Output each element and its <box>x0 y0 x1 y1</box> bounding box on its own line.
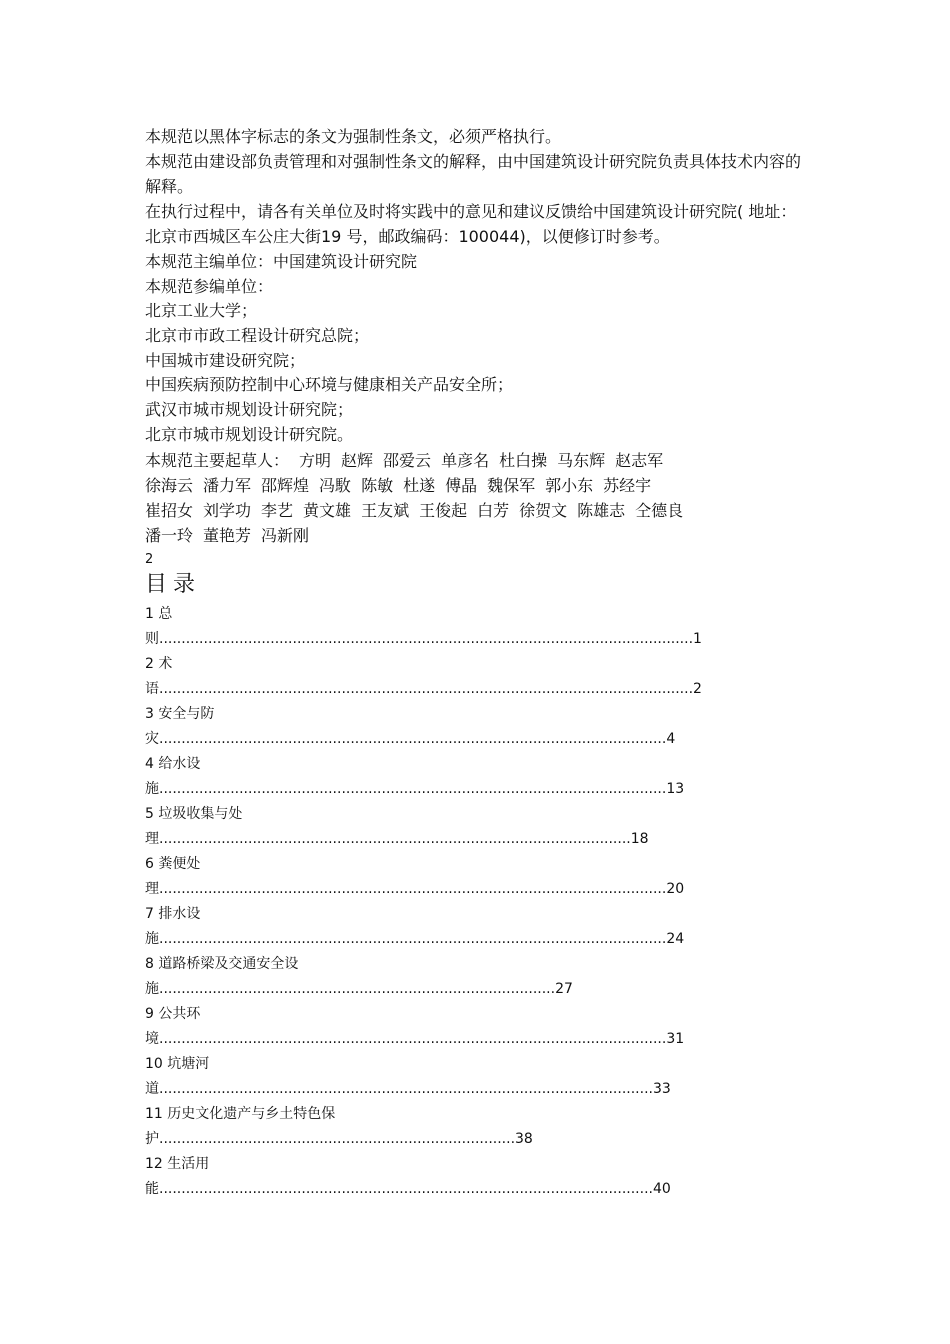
intro-paragraph: 在执行过程中，请各有关单位及时将实践中的意见和建议反馈给中国建筑设计研究院( 地址：北京市西城区车公庄大街19 号，邮政编码：100044)，以便修订时参考。 <box>145 202 797 246</box>
drafter-name: 方明 <box>299 450 332 470</box>
toc-dot-leader: ........................................................................................................................ <box>159 680 694 697</box>
drafter-name: 徐贺文 <box>519 500 568 520</box>
intro-paragraph: 本规范由建设部负责管理和对强制性条文的解释，由中国建筑设计研究院负责具体技术内容的解释。 <box>145 152 802 196</box>
toc-chapter-tail: 理 <box>145 830 159 847</box>
toc-chapter-tail: 道 <box>145 1080 159 1097</box>
toc-dot-leader: .................................................................................................................. <box>159 1030 667 1047</box>
drafter-name: 李艺 <box>261 500 294 520</box>
participant-units <box>145 299 810 448</box>
toc-page-number: 4 <box>666 730 676 747</box>
toc-chapter-tail: 施 <box>145 930 159 947</box>
toc-leader-row <box>145 827 810 852</box>
toc-page-number: 40 <box>652 1180 671 1197</box>
drafter-name: 潘一玲 <box>145 525 194 545</box>
toc-page-number: 33 <box>652 1080 671 1097</box>
page-number: 2 <box>145 551 154 567</box>
toc-dot-leader: ................................................................................ <box>159 1130 516 1147</box>
toc-leader-row <box>145 627 810 652</box>
drafter-name: 魏保军 <box>487 475 536 495</box>
toc-chapter-tail: 能 <box>145 1180 159 1197</box>
drafter-name: 郭小东 <box>545 475 594 495</box>
drafter-name: 杜白操 <box>499 450 548 470</box>
toc-dot-leader: .................................................................................................................. <box>159 930 667 947</box>
toc-entry <box>145 802 810 852</box>
participant-unit: 北京市城市规划设计研究院。 <box>145 424 354 444</box>
toc-dot-leader: .......................................................................................................... <box>159 830 631 847</box>
toc-page-number: 31 <box>666 1030 685 1047</box>
toc-entry <box>145 1052 810 1102</box>
toc-dot-leader: .................................................................................................................. <box>159 780 667 797</box>
toc-entry <box>145 1002 810 1052</box>
intro-paragraph: 本规范以黑体字标志的条文为强制性条文，必须严格执行。 <box>145 127 562 146</box>
drafter-name: 徐海云 <box>145 475 194 495</box>
drafter-name: 单彦名 <box>441 450 490 470</box>
toc-chapter-tail: 灾 <box>145 730 159 747</box>
toc-chapter-tail: 语 <box>145 680 159 697</box>
drafter-name: 赵志军 <box>615 450 664 470</box>
drafter-name: 陈雄志 <box>577 500 626 520</box>
toc-entry <box>145 702 810 752</box>
toc-chapter-title: 8 道路桥梁及交通安全设 <box>145 955 299 972</box>
participant-unit: 北京工业大学； <box>145 301 258 320</box>
drafter-name: 黄文雄 <box>303 500 352 520</box>
toc-entry <box>145 1152 810 1202</box>
intro-paragraph: 本规范主编单位：中国建筑设计研究院 <box>145 252 418 271</box>
toc-entry <box>145 1102 810 1152</box>
toc-chapter-title: 1 总 <box>145 605 173 622</box>
drafter-name: 邵辉煌 <box>261 475 310 495</box>
drafter-name: 邵爱云 <box>383 450 432 470</box>
toc-leader-row <box>145 677 810 702</box>
toc-leader-row <box>145 1027 810 1052</box>
toc-chapter-title: 9 公共环 <box>145 1005 201 1022</box>
drafter-name: 潘力军 <box>203 475 252 495</box>
toc-leader-row <box>145 777 810 802</box>
toc-chapter-tail: 施 <box>145 980 159 997</box>
document-page <box>145 124 810 1202</box>
toc-chapter-title: 2 术 <box>145 655 173 672</box>
drafters-row <box>145 448 810 473</box>
toc-leader-row <box>145 1127 810 1152</box>
toc-dot-leader: .................................................................................................................. <box>159 730 667 747</box>
toc-dot-leader: ........................................................................................................................ <box>159 630 694 647</box>
drafter-name: 崔招女 <box>145 500 194 520</box>
toc-chapter-title: 7 排水设 <box>145 905 201 922</box>
toc-page-number: 1 <box>693 630 702 647</box>
toc-entry <box>145 652 810 702</box>
drafter-name: 王俊起 <box>419 500 468 520</box>
toc-page-number: 18 <box>630 830 649 847</box>
participant-unit: 武汉市城市规划设计研究院； <box>145 400 354 420</box>
toc-page-number: 38 <box>515 1130 533 1147</box>
drafters-row <box>145 523 810 548</box>
toc-chapter-title: 5 垃圾收集与处 <box>145 805 243 822</box>
toc-entry <box>145 752 810 802</box>
drafter-name: 傅晶 <box>445 475 478 495</box>
drafter-name: 马东辉 <box>557 450 606 470</box>
toc-chapter-title: 4 给水设 <box>145 755 201 772</box>
drafter-name: 仝德良 <box>635 500 684 520</box>
drafter-name: 刘学功 <box>203 500 252 520</box>
drafter-name: 白芳 <box>477 500 510 520</box>
toc-page-number: 24 <box>666 930 685 947</box>
toc-chapter-tail: 护 <box>145 1130 159 1147</box>
toc-leader-row <box>145 1177 810 1202</box>
toc-chapter-tail: 理 <box>145 880 159 897</box>
toc-dot-leader: ......................................................................................... <box>159 980 556 997</box>
toc-leader-row <box>145 877 810 902</box>
drafter-name: 杜遂 <box>403 475 436 495</box>
toc-page-number: 27 <box>555 980 573 997</box>
toc-leader-row <box>145 977 810 1002</box>
toc-chapter-title: 10 坑塘河 <box>145 1055 210 1072</box>
drafter-name: 陈敏 <box>361 475 394 495</box>
toc-chapter-tail: 则 <box>145 630 159 647</box>
toc-title: 目录 <box>145 571 202 597</box>
toc-chapter-title: 6 粪便处 <box>145 855 201 872</box>
intro-section <box>145 124 810 299</box>
drafters-label: 本规范主要起草人： <box>145 450 290 470</box>
participant-unit: 中国疾病预防控制中心环境与健康相关产品安全所； <box>145 375 514 395</box>
toc-entry <box>145 952 810 1002</box>
participant-unit: 北京市市政工程设计研究总院； <box>145 325 370 345</box>
toc-entry <box>145 902 810 952</box>
drafter-name: 冯駇 <box>319 475 352 495</box>
drafter-name: 王友斌 <box>361 500 410 520</box>
toc-leader-row <box>145 927 810 952</box>
drafter-name: 赵辉 <box>341 450 374 470</box>
drafters-row <box>145 473 810 498</box>
toc-chapter-title: 3 安全与防 <box>145 705 215 722</box>
drafter-name: 董艳芳 <box>203 525 252 545</box>
table-of-contents <box>145 602 810 1202</box>
toc-page-number: 13 <box>666 780 685 797</box>
toc-entry <box>145 852 810 902</box>
toc-dot-leader: .................................................................................................................. <box>159 880 667 897</box>
toc-chapter-tail: 施 <box>145 780 159 797</box>
toc-entry <box>145 602 810 652</box>
drafter-name: 苏经宇 <box>603 475 652 495</box>
participant-unit: 中国城市建设研究院； <box>145 350 306 370</box>
toc-leader-row <box>145 727 810 752</box>
toc-chapter-title: 11 历史文化遗产与乡土特色保 <box>145 1105 336 1122</box>
toc-dot-leader: ............................................................................................................... <box>159 1080 653 1097</box>
toc-page-number: 20 <box>666 880 685 897</box>
toc-dot-leader: ............................................................................................................... <box>159 1180 653 1197</box>
intro-paragraph: 本规范参编单位： <box>145 277 274 296</box>
drafters-row <box>145 498 810 523</box>
toc-leader-row <box>145 1077 810 1102</box>
drafters-section <box>145 448 810 548</box>
toc-page-number: 2 <box>693 680 702 697</box>
toc-chapter-title: 12 生活用 <box>145 1155 210 1172</box>
toc-chapter-tail: 境 <box>145 1030 159 1047</box>
drafter-name: 冯新刚 <box>261 525 310 545</box>
